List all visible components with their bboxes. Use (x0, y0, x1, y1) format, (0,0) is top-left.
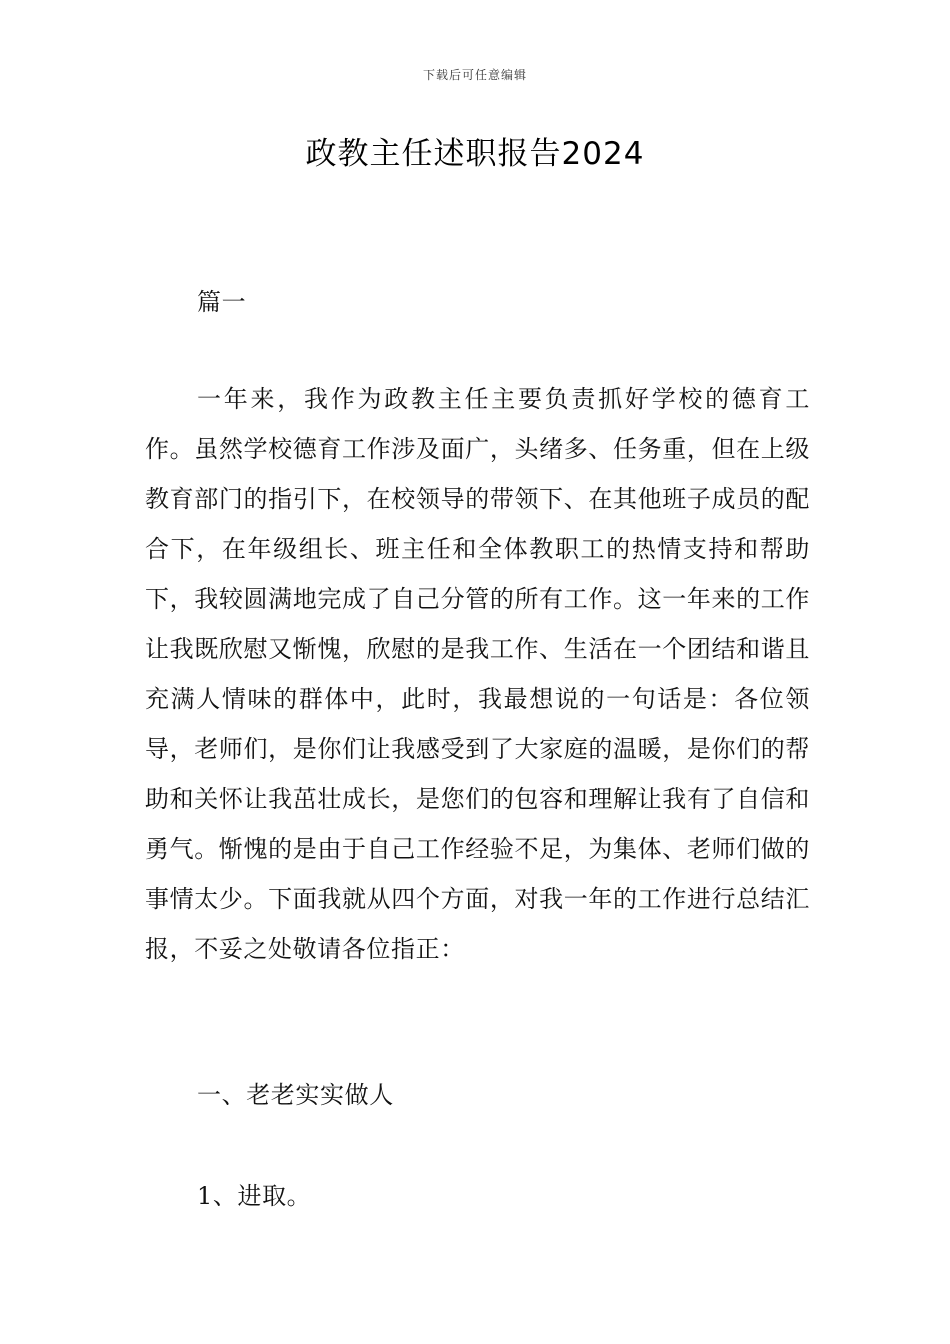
section-heading: 一、老老实实做人 (197, 1081, 394, 1109)
document-title: 政教主任述职报告2024 (305, 136, 645, 172)
sub-heading: 1、进取。 (197, 1182, 312, 1210)
intro-paragraph: 一年来，我作为政教主任主要负责抓好学校的德育工作。虽然学校德育工作涉及面广，头绪多、任务重，但在上级教育部门的指引下，在校领导的带领下、在其他班子成员的配合下，在年级组长、班主任和全体教职工的热情支持和帮助下，我较圆满地完成了自己分管的所有工作。这一年来的工作让我既欣慰又惭愧，欣慰的是我工作、生活在一个团结和谐且充满人情味的群体中，此时，我最想说的一句话是：各位领导，老师们，是你们让我感受到了大家庭的温暖，是你们的帮助和关怀让我茁壮成长，是您们的包容和理解让我有了自信和勇气。惭愧的是由于自己工作经验不足，为集体、老师们做的事情太少。下面我就从四个方面，对我一年的工作进行总结汇报，不妥之处敬请各位指正： (145, 385, 810, 963)
header-note: 下载后可任意编辑 (422, 68, 527, 82)
section-label: 篇一 (197, 288, 247, 316)
